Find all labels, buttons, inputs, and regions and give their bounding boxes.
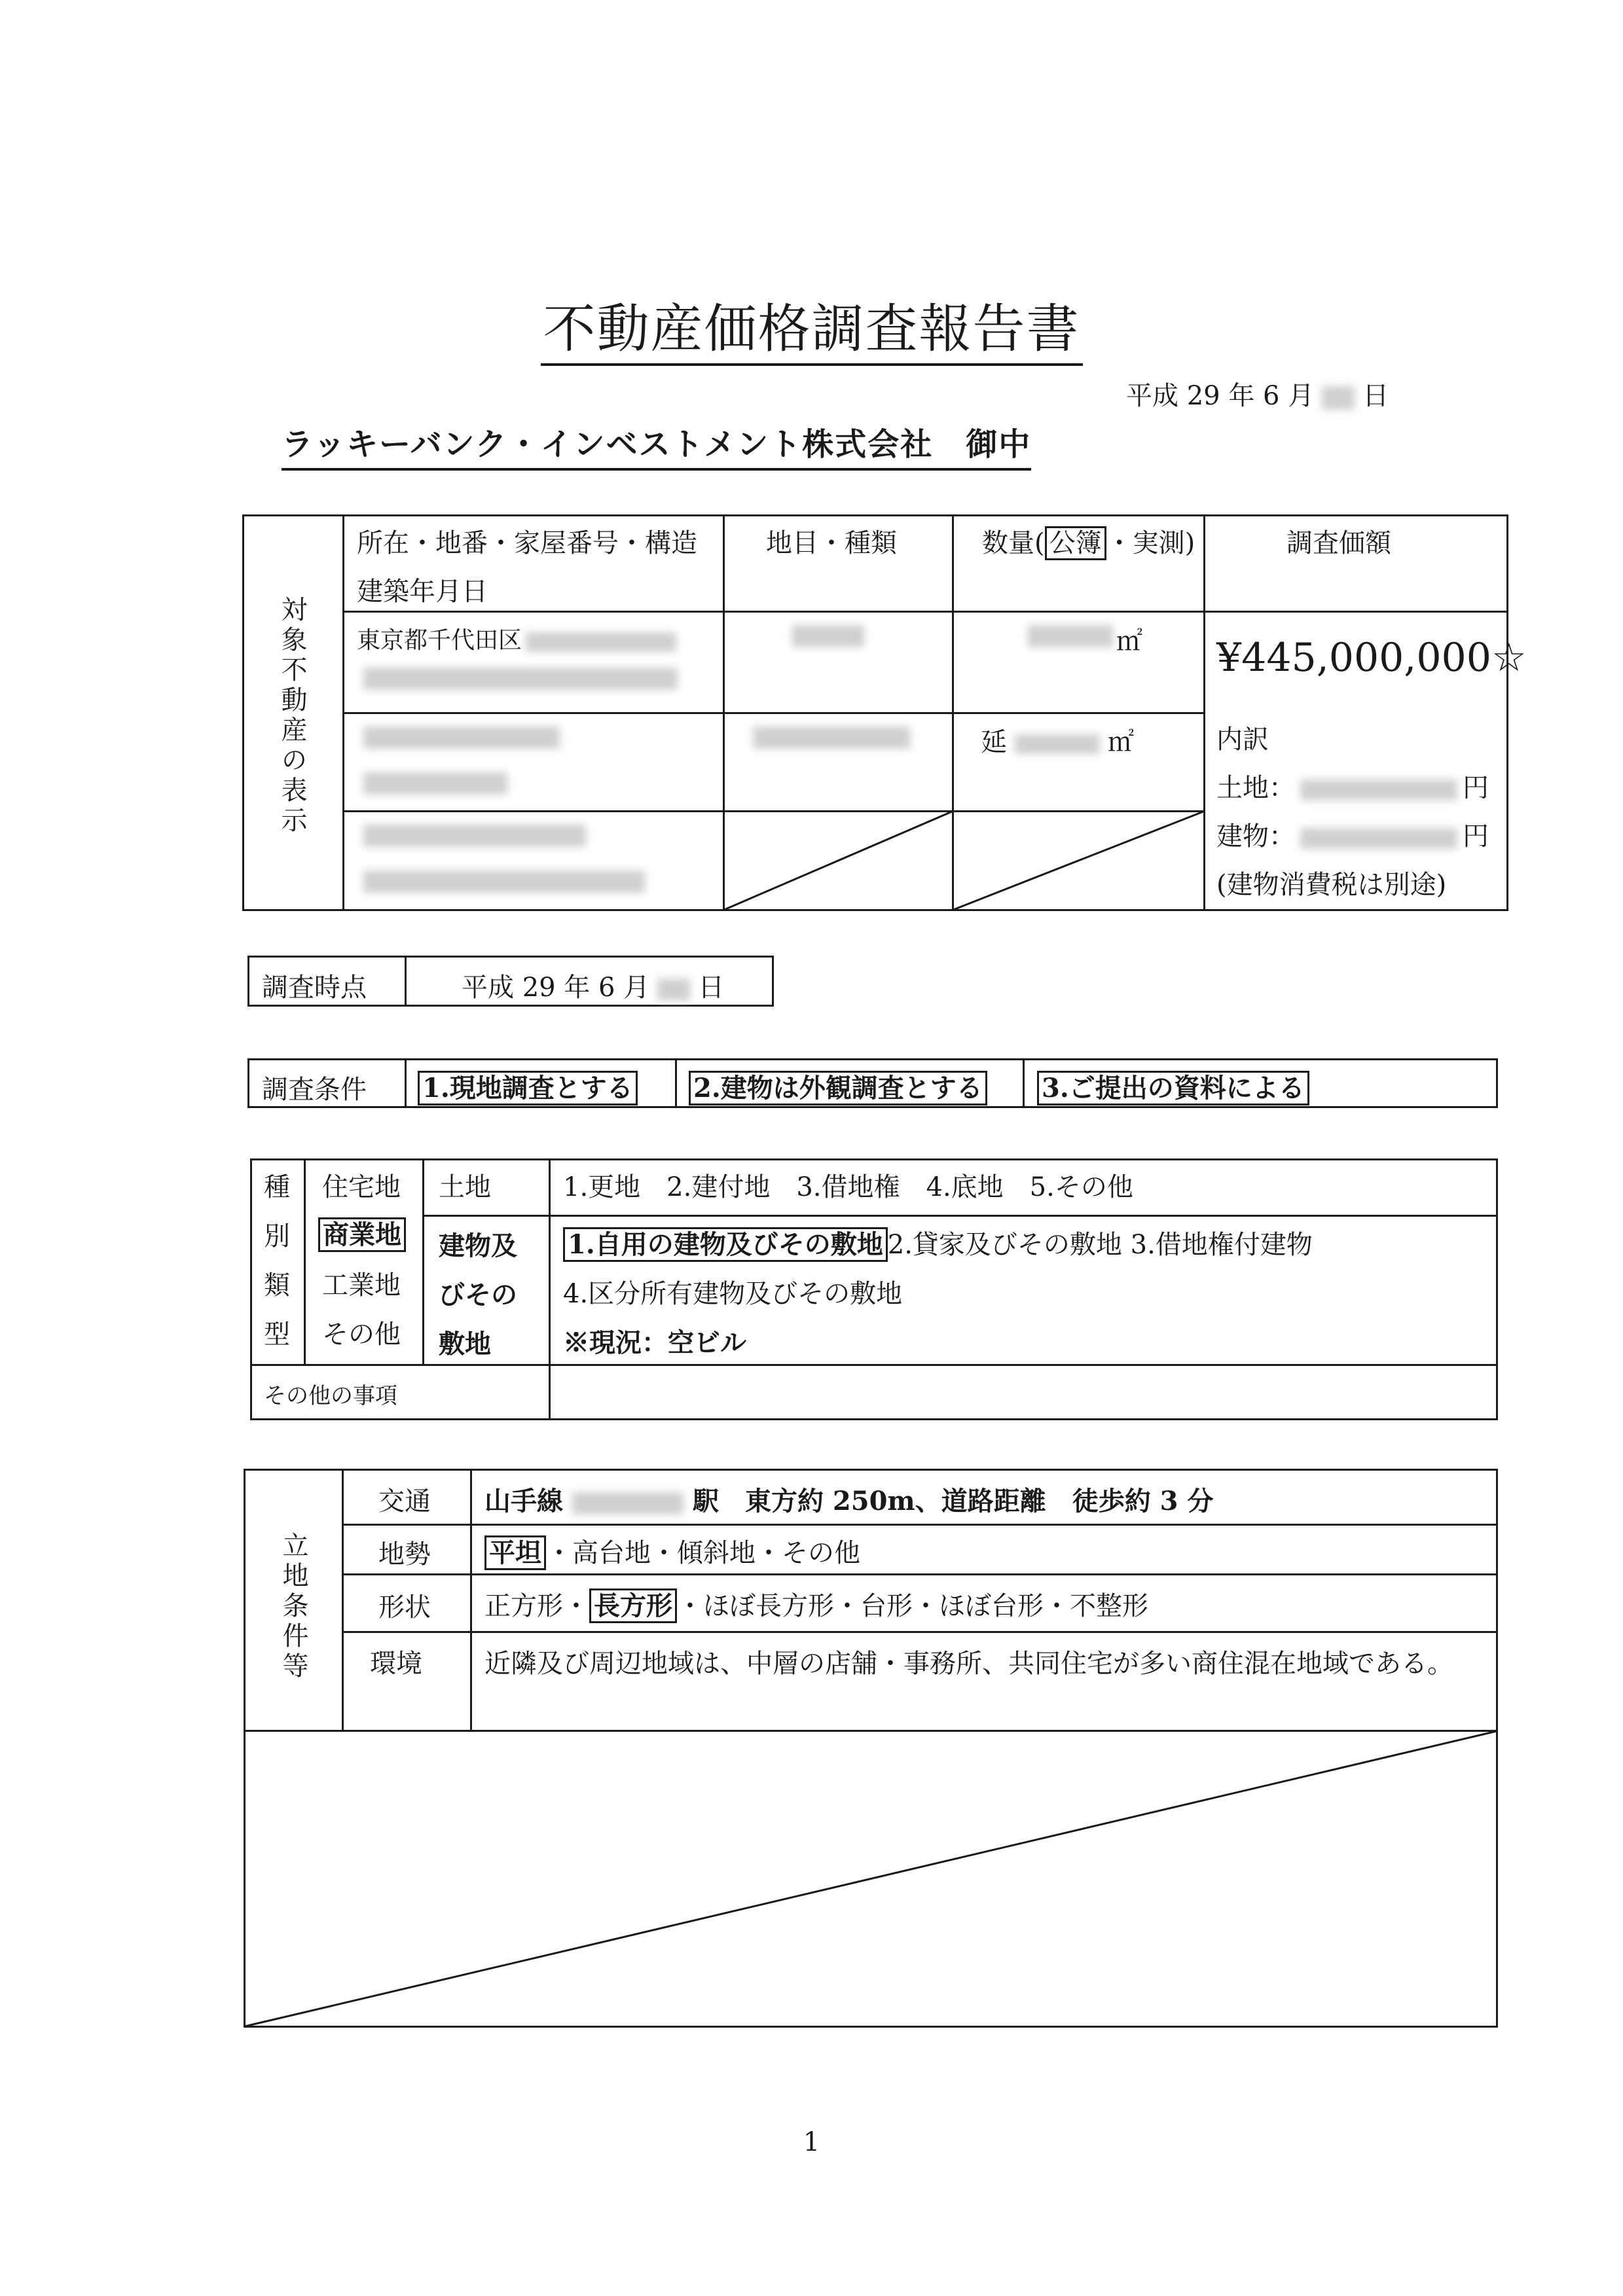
- addressee: ラッキーバンク・インベストメント株式会社 御中: [282, 419, 1031, 471]
- area-option-selected: 商業地: [318, 1214, 406, 1251]
- land-price: 土地： 円: [1216, 773, 1489, 803]
- header-price: 調査価額: [1286, 528, 1391, 558]
- redacted-text: [753, 726, 910, 749]
- area-option: 住宅地: [322, 1172, 401, 1202]
- terrain-label: 地勢: [378, 1539, 431, 1570]
- row2-quantity: 延 ㎡: [981, 727, 1134, 757]
- survey-time-label: 調査時点: [262, 973, 367, 1003]
- redacted-text: [363, 825, 586, 847]
- transport-label: 交通: [378, 1486, 431, 1516]
- environment-value: 近隣及び周辺地域は、中層の店舗・事務所、共同住宅が多い商住混在地域である。: [484, 1649, 1453, 1679]
- sqm-unit: ㎡: [1116, 626, 1142, 656]
- survey-price: ¥445,000,000☆: [1216, 635, 1527, 681]
- current-status-note: ※現況：空ビル: [563, 1327, 746, 1358]
- type-side-char: 別: [264, 1221, 290, 1251]
- redacted-text: [363, 772, 507, 795]
- condition-item: 3.ご提出の資料による: [1037, 1067, 1309, 1105]
- building-options: 1.自用の建物及びその敷地 2.貸家及びその敷地 3.借地権付建物: [563, 1224, 1313, 1261]
- type-side-char: 種: [264, 1172, 290, 1202]
- empty-area-diagonal: [244, 1730, 1498, 2028]
- survey-time-value: 平成 29 年 6 月 日: [462, 973, 725, 1003]
- building-price: 建物： 円: [1216, 821, 1489, 852]
- location-side-label: 立地条件等: [278, 1532, 308, 1682]
- building-label: 建物及: [439, 1230, 517, 1261]
- conditions-label: 調査条件: [262, 1075, 367, 1105]
- environment-label: 環境: [370, 1649, 422, 1679]
- area-option: 工業地: [322, 1270, 401, 1300]
- header-location: 所在・地番・家屋番号・構造: [357, 528, 697, 558]
- type-side-char: 類: [264, 1270, 290, 1300]
- header-quantity: 数量( 公簿 ・実測): [982, 522, 1195, 560]
- area-option: その他: [322, 1319, 401, 1350]
- property-side-label: 対象不動産の表示: [277, 596, 307, 836]
- building-label: びその: [439, 1280, 517, 1310]
- building-options-2: 4.区分所有建物及びその敷地: [563, 1279, 903, 1309]
- condition-item: 2.建物は外観調査とする: [689, 1067, 987, 1105]
- redacted-text: [363, 726, 560, 749]
- empty-cell-diagonal: [952, 810, 1205, 911]
- other-matters-label: その他の事項: [264, 1383, 397, 1409]
- empty-cell-diagonal: [723, 810, 953, 911]
- redacted-text: [792, 625, 864, 647]
- transport-value: 山手線 駅 東方約 250m、道路距離 徒歩約 3 分: [484, 1486, 1214, 1516]
- condition-item: 1.現地調査とする: [418, 1067, 638, 1105]
- row1-location: 東京都千代田区: [357, 622, 676, 655]
- document-title: 不動産価格調査報告書: [0, 287, 1623, 362]
- land-options: 1.更地 2.建付地 3.借地権 4.底地 5.その他: [563, 1172, 1133, 1202]
- land-label: 土地: [439, 1172, 491, 1202]
- report-date: 平成 29 年 6 月 日: [1126, 381, 1389, 411]
- building-label: 敷地: [439, 1329, 491, 1359]
- shape-label: 形状: [378, 1592, 431, 1623]
- breakdown-label: 内訳: [1216, 725, 1269, 755]
- header-category: 地目・種類: [766, 528, 897, 558]
- tax-note: (建物消費税は別途): [1216, 870, 1447, 900]
- redacted-text: [363, 668, 678, 690]
- shape-value: 正方形・ 長方形 ・ほぼ長方形・台形・ほぼ台形・不整形: [484, 1585, 1148, 1623]
- redacted-text: [1028, 625, 1113, 647]
- terrain-value: 平坦 ・高台地・傾斜地・その他: [484, 1532, 860, 1570]
- page-number: 1: [803, 2127, 820, 2157]
- type-side-char: 型: [264, 1319, 290, 1350]
- header-built-date: 建築年月日: [357, 577, 488, 607]
- redacted-text: [363, 870, 645, 893]
